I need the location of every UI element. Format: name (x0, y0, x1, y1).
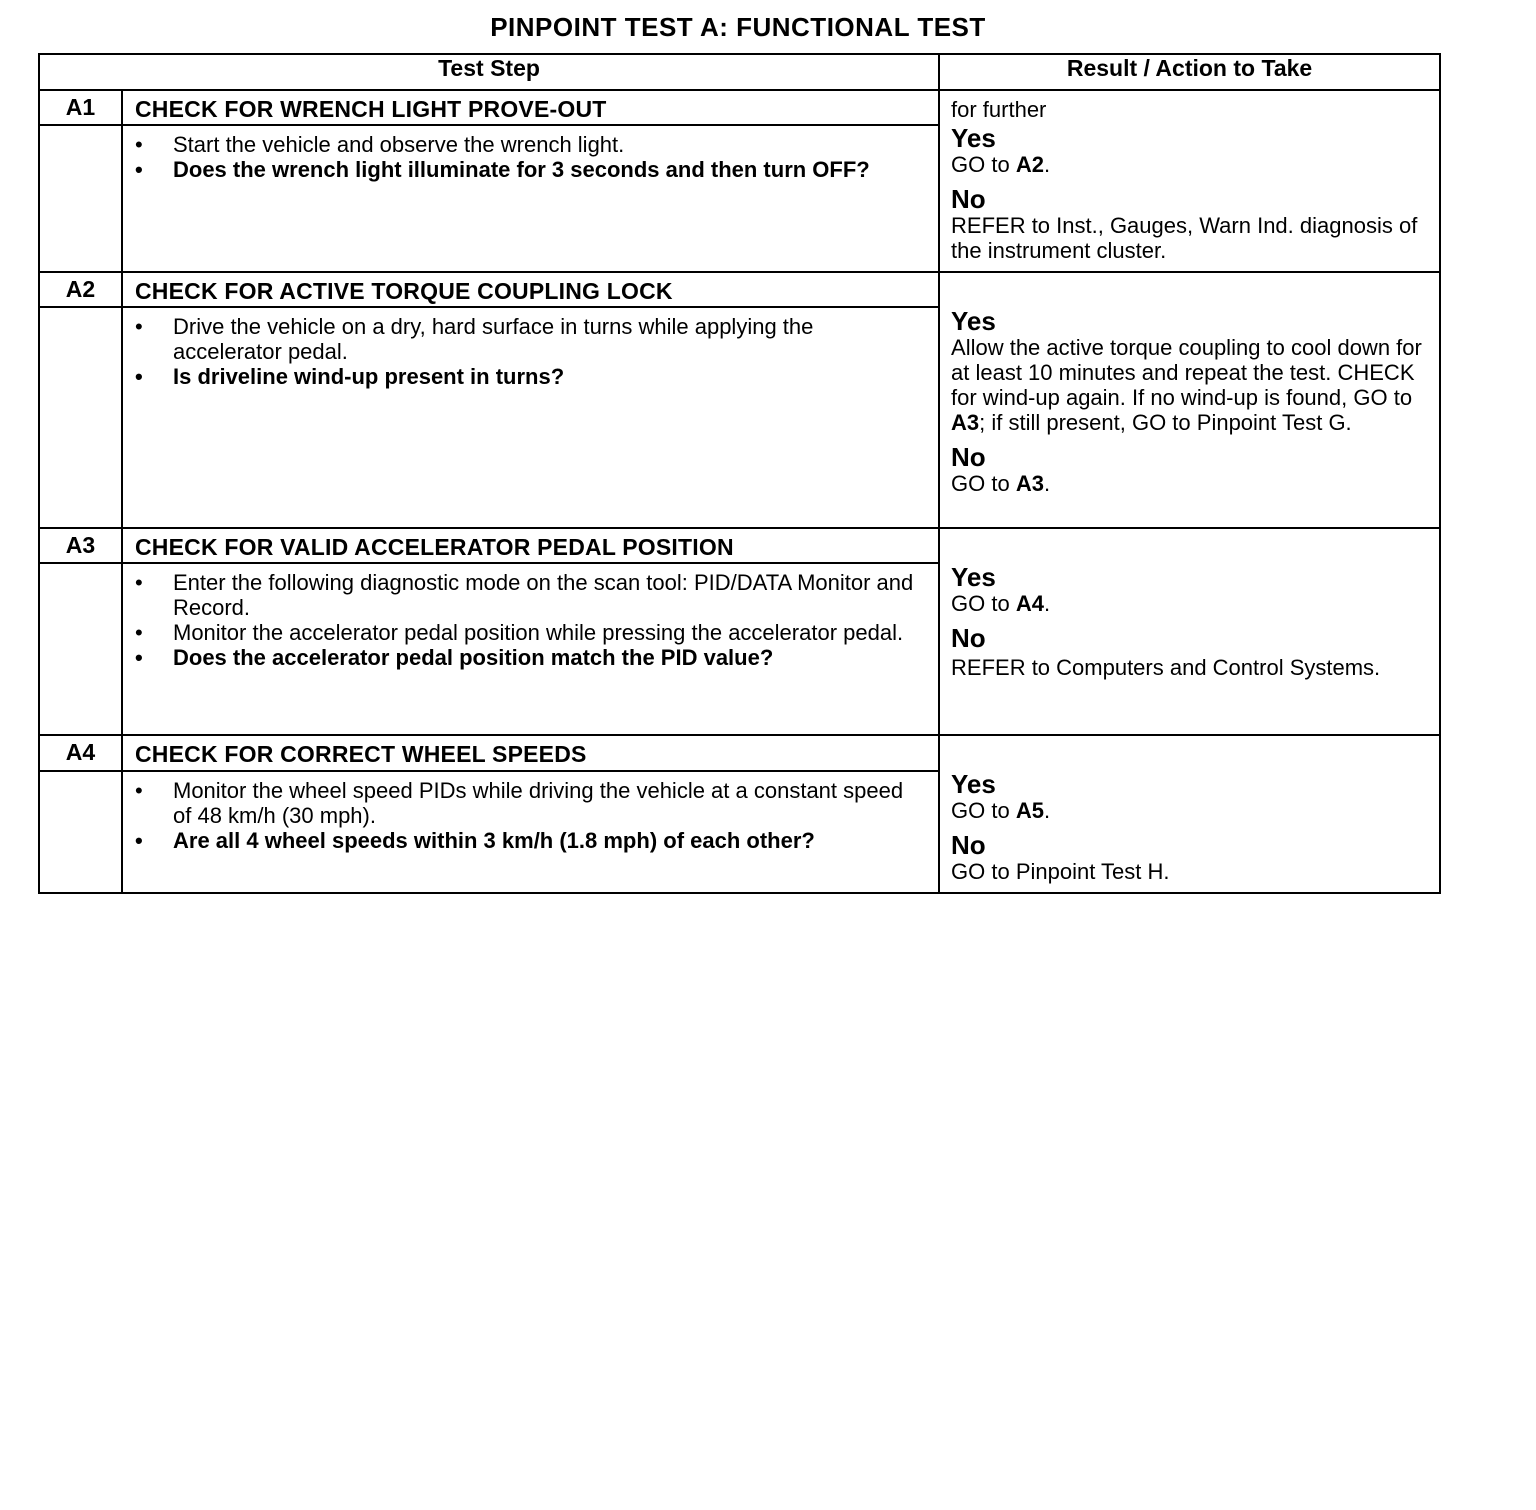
step-result (939, 528, 1440, 735)
yes-label: Yes (951, 123, 996, 153)
no-block (951, 624, 1433, 684)
step-title-row (39, 528, 1440, 563)
no-text-end: . (1043, 471, 1051, 496)
pinpoint-test-table (38, 53, 1441, 894)
step-bullets (135, 314, 918, 389)
yes-text: GO to (951, 798, 1016, 823)
step-body (122, 771, 939, 893)
question-item: • Does the accelerator pedal position match the PID value? (135, 645, 918, 670)
test-step-header: Test Step (39, 54, 939, 90)
step-title-row (39, 90, 1440, 125)
yes-action (951, 152, 1433, 177)
no-text: REFER to Inst., Gauges, Warn Ind. diagnosis of the instrument cluster. (951, 213, 1418, 263)
bullet-item: • Drive the vehicle on a dry, hard surface in turns while applying the accelerator pedal. (135, 314, 918, 364)
step-title: CHECK FOR WRENCH LIGHT PROVE-OUT (122, 90, 939, 125)
step-body (122, 307, 939, 528)
step-id: A3 (39, 528, 122, 563)
yes-action (951, 591, 1433, 616)
no-block (951, 831, 1433, 884)
no-label: No (951, 442, 986, 472)
yes-text: Allow the active torque coupling to cool down for at least 10 minutes and repeat the test. CHECK for wind-up again. If no wind-up is found, GO to (951, 335, 1422, 410)
step-result (939, 735, 1440, 893)
yes-label: Yes (951, 769, 996, 799)
no-ref: A3 (1015, 471, 1044, 496)
bullet-item: • Enter the following diagnostic mode on the scan tool: PID/DATA Monitor and Record. (135, 570, 918, 620)
step-result (939, 90, 1440, 272)
bullet-item: • Monitor the accelerator pedal position while pressing the accelerator pedal. (135, 620, 918, 645)
result-header: Result / Action to Take (939, 54, 1440, 90)
yes-text-end: ; if still present, GO to Pinpoint Test G. (979, 410, 1352, 435)
no-action (951, 859, 1433, 884)
no-action (951, 213, 1433, 263)
step-body (122, 563, 939, 735)
yes-ref: A4 (1015, 591, 1044, 616)
no-action (951, 652, 1433, 684)
step-title: CHECK FOR ACTIVE TORQUE COUPLING LOCK (122, 272, 939, 307)
step-id: A1 (39, 90, 122, 125)
yes-action (951, 335, 1433, 435)
yes-text-end: . (1043, 591, 1051, 616)
yes-ref: A3 (951, 410, 980, 435)
yes-text-end: . (1043, 152, 1051, 177)
no-text: GO to Pinpoint Test H. (951, 859, 1170, 884)
step-title: CHECK FOR VALID ACCELERATOR PEDAL POSITION (122, 528, 939, 563)
step-result (939, 272, 1440, 528)
yes-ref: A5 (1015, 798, 1044, 823)
yes-block (951, 307, 1433, 435)
step-id-spacer (39, 771, 122, 893)
step-body (122, 125, 939, 272)
result-note: for further (951, 97, 1047, 122)
step-bullets (135, 778, 918, 853)
no-text: GO to (951, 471, 1016, 496)
yes-text: GO to (951, 152, 1016, 177)
no-text: REFER to Computers and Control Systems. (951, 655, 1381, 680)
yes-ref: A2 (1015, 152, 1044, 177)
step-bullets (135, 570, 918, 670)
no-label: No (951, 830, 986, 860)
no-action (951, 471, 1433, 496)
step-id: A2 (39, 272, 122, 307)
step-title-row (39, 735, 1440, 771)
step-title-row (39, 272, 1440, 307)
no-label: No (951, 184, 986, 214)
step-bullets (135, 132, 918, 182)
yes-block (951, 124, 1433, 177)
yes-text: GO to (951, 591, 1016, 616)
yes-label: Yes (951, 306, 996, 336)
step-title: CHECK FOR CORRECT WHEEL SPEEDS (122, 735, 939, 771)
page-title: PINPOINT TEST A: FUNCTIONAL TEST (490, 12, 986, 42)
no-block (951, 185, 1433, 263)
step-id: A4 (39, 735, 122, 771)
yes-block (951, 563, 1433, 616)
bullet-item: • Monitor the wheel speed PIDs while driving the vehicle at a constant speed of 48 km/h (30 mph). (135, 778, 918, 828)
question-item: • Is driveline wind-up present in turns? (135, 364, 918, 389)
question-item: • Are all 4 wheel speeds within 3 km/h (1.8 mph) of each other? (135, 828, 918, 853)
yes-action (951, 798, 1433, 823)
step-id-spacer (39, 125, 122, 272)
yes-label: Yes (951, 562, 996, 592)
yes-text-end: . (1043, 798, 1051, 823)
step-id-spacer (39, 563, 122, 735)
question-item: • Does the wrench light illuminate for 3 seconds and then turn OFF? (135, 157, 918, 182)
table-header-row (39, 54, 1440, 90)
step-id-spacer (39, 307, 122, 528)
no-label: No (951, 623, 986, 653)
bullet-item: • Start the vehicle and observe the wrench light. (135, 132, 918, 157)
no-block (951, 443, 1433, 496)
yes-block (951, 770, 1433, 823)
